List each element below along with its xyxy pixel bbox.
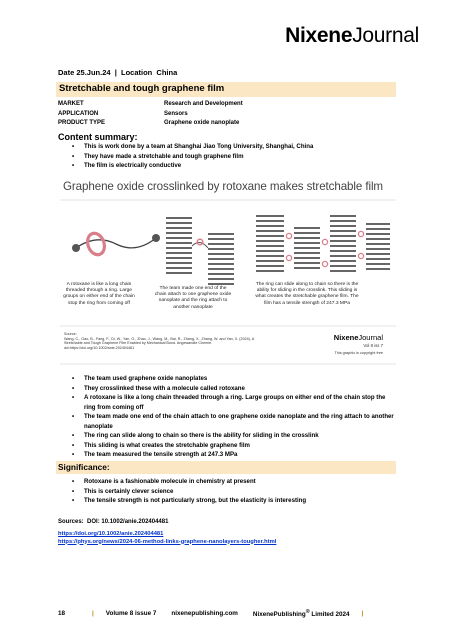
- meta-row: APPLICATION Sensors: [58, 110, 188, 117]
- meta-row: MARKET Research and Development: [58, 101, 243, 107]
- list-item: • The tensile strength is not particularly strong, but the elasticity is interesting: [72, 496, 392, 506]
- list-item: • A rotoxane is like a long chain threaded through a ring. Large groups on either end of the chain stop the ring from coming off: [72, 393, 398, 412]
- article-title-bar: [56, 82, 396, 97]
- figure-copyright: This graphic is copyright free: [334, 351, 383, 355]
- significance-list: [72, 477, 392, 506]
- list-item: • The team measured the tensile strength at 247.3 MPa: [72, 450, 398, 460]
- figure: [56, 196, 401, 392]
- page-number: 18: [58, 610, 66, 618]
- phys-org-link[interactable]: https://phys.org/news/2024-06-method-links-graphene-nanolayers-tougher.html: [58, 538, 277, 545]
- list-item: • The ring can slide along to chain so there is the ability for sliding in the crosslink: [72, 431, 398, 441]
- list-item: • This is certainly clever science: [72, 487, 392, 497]
- article-title: Stretchable and tough graphene film: [59, 83, 225, 94]
- rotaxane-diagram: [72, 231, 160, 257]
- footer-site: nixenepublishing.com: [171, 610, 238, 618]
- significance-heading: Significance:: [58, 462, 110, 472]
- dateline: Date 25.Jun.24 | Location China: [58, 68, 178, 77]
- list-item: • The film is electrically conductive: [72, 161, 392, 171]
- meta-table: [58, 101, 243, 130]
- figure-title: Graphene oxide crosslinked by rotoxane makes stretchable film: [63, 180, 383, 193]
- footer-volume: Volume 8 issue 7: [105, 610, 157, 618]
- figure-caption-3: The ring can slide along to chain so there is the ability for sliding in the crosslink. This sliding is what creates the stretchable graphene film. The film has a tensile strength of 247.3 MPa: [255, 282, 359, 306]
- figure-source: Source: Wang, C., Gao, B., Fang, F., Di, W., Yan, G., Zhao, J., Wang, M., Bai, R., Zhang, X., Zhang, W. and Yan, X. (2024). A Stretchable and Tough Graphene Film Enabled by Mechanical Bond. Angewandte Chemie. doi:https://doi.org/10.1002/anie.202404481: [64, 332, 255, 350]
- footer-company: NixenePublishing® Limited 2024: [252, 609, 350, 619]
- list-item: • The team used graphene oxide nanoplates: [72, 374, 398, 384]
- source-links: [58, 531, 276, 546]
- list-item: • This is work done by a team at Shanghai Jiao Tong University, Shanghai, China: [72, 142, 392, 152]
- meta-row: PRODUCT TYPE Graphene oxide nanoplate: [58, 120, 240, 126]
- masthead-logo: NixeneJournal: [285, 24, 419, 47]
- list-item: • This sliding is what creates the stretchable graphene film: [72, 441, 398, 451]
- page-footer: 18 | Volume 8 issue 7 nixenepublishing.com NixenePublishing® Limited 2024 |: [58, 609, 364, 619]
- figure-caption-2: The team made one end of the chain attach to one graphene oxide nanoplate and the ring attach to another nanoplate: [154, 286, 232, 310]
- nanoplate-stacks: [166, 218, 234, 284]
- sources-line: Sources: DOI: 10.1002/anie.202404481: [58, 519, 169, 525]
- significance-bar: [56, 461, 396, 474]
- doi-link[interactable]: https://doi.org/10.1002/anie.202404481: [58, 531, 164, 537]
- figure-brand-logo: NixeneJournal: [333, 333, 383, 342]
- figure-volume: Vol 8 iss 7: [363, 343, 383, 348]
- content-summary-heading: Content summary:: [58, 132, 138, 142]
- figure-caption-1: A rotoxane is like a long chain threaded through a ring. Large groups on either end of the chain stop the ring from coming off: [63, 282, 135, 306]
- list-item: • They have made a stretchable and tough graphene film: [72, 152, 392, 162]
- list-item: • Rotoxane is a fashionable molecule in chemistry at present: [72, 477, 392, 487]
- list-item: • They crosslinked these with a molecule called rotoxane: [72, 384, 398, 394]
- detail-list: [72, 374, 398, 460]
- content-summary-list: [72, 142, 392, 171]
- list-item: • The team made one end of the chain attach to one graphene oxide nanoplate and the ring attach to another nanoplate: [72, 412, 398, 431]
